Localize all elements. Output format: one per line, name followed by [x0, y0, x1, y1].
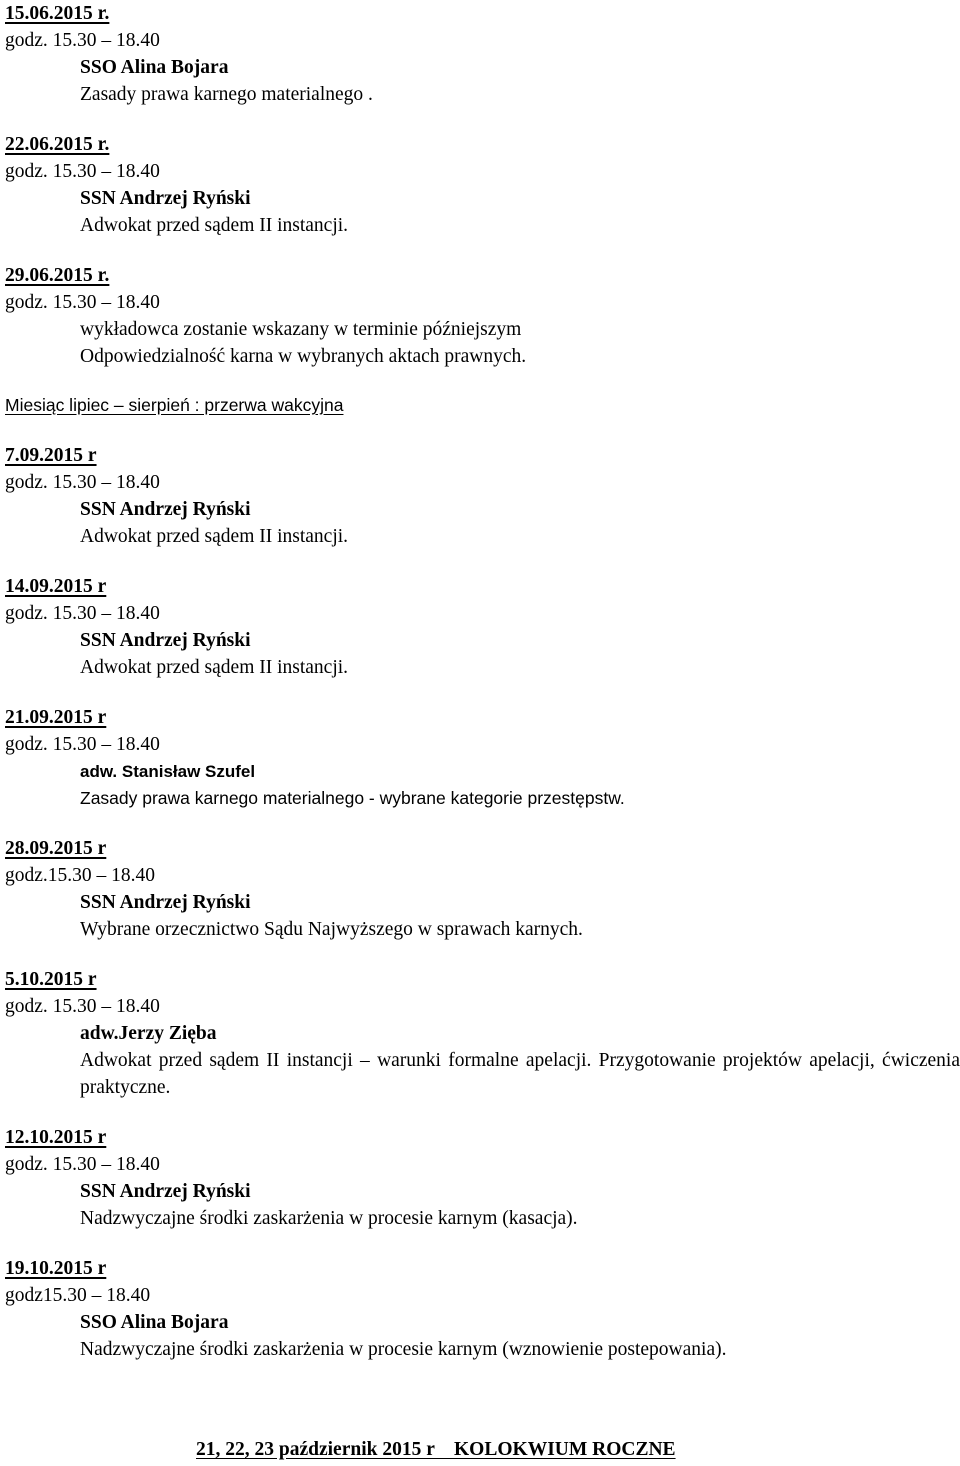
entry-speaker: adw. Stanisław Szufel	[80, 762, 256, 781]
schedule-entry	[5, 704, 960, 812]
entry-speaker: SSN Andrzej Ryński	[80, 1181, 251, 1202]
entry-speaker: SSN Andrzej Ryński	[80, 892, 251, 913]
entry-time: godz. 15.30 – 18.40	[5, 472, 160, 493]
schedule-entry	[5, 131, 960, 239]
schedule-entry	[5, 835, 960, 943]
entry-date: 5.10.2015 r	[5, 969, 97, 990]
entry-date: 7.09.2015 r	[5, 445, 97, 466]
entry-date: 29.06.2015 r.	[5, 265, 110, 286]
entry-topic: Adwokat przed sądem II instancji.	[80, 657, 349, 678]
entry-time: godz. 15.30 – 18.40	[5, 603, 160, 624]
entry-speaker: SSN Andrzej Ryński	[80, 188, 251, 209]
final-exam-note: 21, 22, 23 październik 2015 r KOLOKWIUM ROCZNE	[196, 1439, 676, 1460]
schedule-document	[5, 0, 960, 1363]
entry-date: 19.10.2015 r	[5, 1258, 107, 1279]
entry-topic: Adwokat przed sądem II instancji.	[80, 526, 349, 547]
schedule-entry	[5, 0, 960, 108]
summer-break-note: Miesiąc lipiec – sierpień : przerwa wakcyjna	[5, 395, 344, 415]
entry-topic: Adwokat przed sądem II instancji.	[80, 215, 349, 236]
entry-time: godz. 15.30 – 18.40	[5, 996, 160, 1017]
entry-topic: Adwokat przed sądem II instancji – warunki formalne apelacji. Przygotowanie projektów apelacji, ćwiczenia praktyczne.	[80, 1050, 960, 1098]
entry-time: godz. 15.30 – 18.40	[5, 292, 160, 313]
schedule-entry	[5, 442, 960, 550]
entry-date: 12.10.2015 r	[5, 1127, 107, 1148]
entry-topic: Nadzwyczajne środki zaskarżenia w procesie karnym (wznowienie postepowania).	[80, 1339, 727, 1360]
schedule-entry	[5, 262, 960, 370]
entry-time: godz.15.30 – 18.40	[5, 865, 156, 886]
entry-date: 14.09.2015 r	[5, 576, 107, 597]
entry-speaker: adw.Jerzy Zięba	[80, 1023, 217, 1044]
entry-speaker: SSN Andrzej Ryński	[80, 499, 251, 520]
entry-date: 28.09.2015 r	[5, 838, 107, 859]
entry-speaker: SSO Alina Bojara	[80, 1312, 229, 1333]
entry-speaker: SSO Alina Bojara	[80, 57, 229, 78]
entry-date: 22.06.2015 r.	[5, 134, 110, 155]
entry-date: 21.09.2015 r	[5, 707, 107, 728]
schedule-entry	[5, 573, 960, 681]
schedule-entry	[5, 966, 960, 1101]
entry-topic: Odpowiedzialność karna w wybranych aktach prawnych.	[80, 346, 527, 367]
entry-speaker: SSN Andrzej Ryński	[80, 630, 251, 651]
entry-time: godz. 15.30 – 18.40	[5, 734, 160, 755]
schedule-entry	[5, 1255, 960, 1363]
entry-topic: Nadzwyczajne środki zaskarżenia w procesie karnym (kasacja).	[80, 1208, 578, 1229]
entry-topic: Wybrane orzecznictwo Sądu Najwyższego w sprawach karnych.	[80, 919, 583, 940]
schedule-entry	[5, 1124, 960, 1232]
entry-speaker: wykładowca zostanie wskazany w terminie późniejszym	[80, 319, 522, 340]
entry-time: godz15.30 – 18.40	[5, 1285, 151, 1306]
entry-date: 15.06.2015 r.	[5, 3, 110, 24]
entry-topic: Zasady prawa karnego materialnego - wybrane kategorie przestępstw.	[80, 788, 625, 808]
entry-time: godz. 15.30 – 18.40	[5, 30, 160, 51]
entry-time: godz. 15.30 – 18.40	[5, 1154, 160, 1175]
entry-time: godz. 15.30 – 18.40	[5, 161, 160, 182]
entry-topic: Zasady prawa karnego materialnego .	[80, 84, 373, 105]
